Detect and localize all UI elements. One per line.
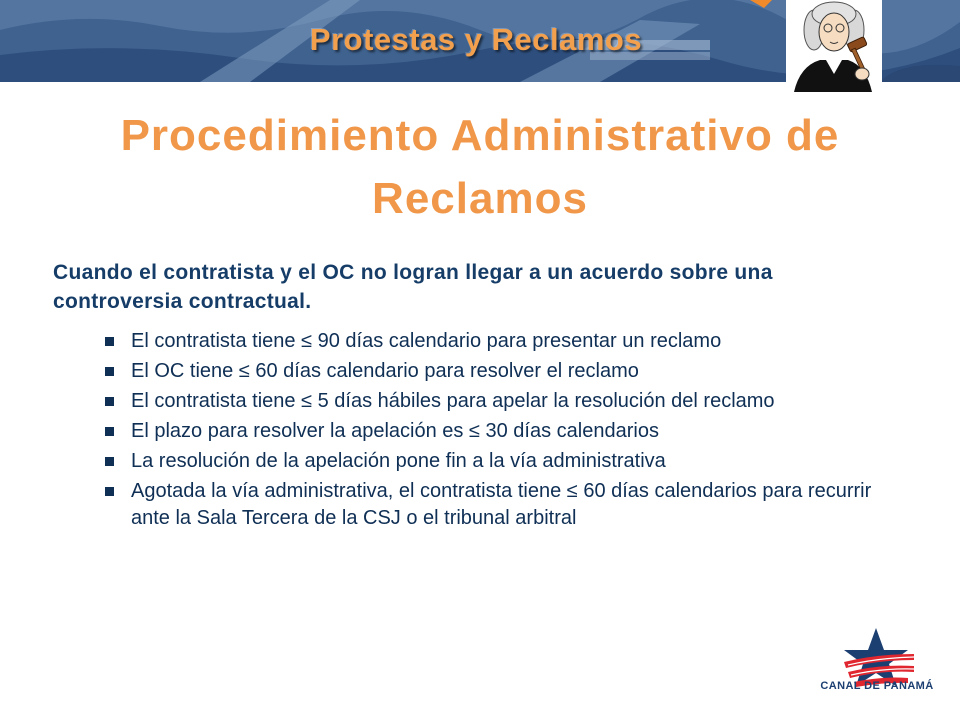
- square-bullet-icon: [105, 367, 114, 376]
- square-bullet-icon: [105, 427, 114, 436]
- bullet-text: El contratista tiene ≤ 90 días calendario para presentar un reclamo: [131, 330, 722, 352]
- bullet-text: El contratista tiene ≤ 5 días hábiles para apelar la resolución del reclamo: [131, 390, 775, 412]
- bullet-item: [100, 388, 900, 415]
- slide-title: Procedimiento Administrativo de Reclamos: [120, 111, 840, 223]
- bullet-item: [100, 418, 900, 445]
- bullet-item: [100, 358, 900, 385]
- banner-title-text: Protestas y Reclamos: [309, 22, 643, 57]
- bullet-text: El plazo para resolver la apelación es ≤ 30 días calendarios: [131, 420, 659, 442]
- bullet-item: [100, 478, 900, 532]
- square-bullet-icon: [105, 457, 114, 466]
- logo-text: CANAL DE PANAMÁ: [820, 680, 934, 692]
- square-bullet-icon: [105, 397, 114, 406]
- square-bullet-icon: [105, 487, 114, 496]
- intro-paragraph: Cuando el contratista y el OC no logran llegar a un acuerdo sobre una controversia contractual.: [53, 261, 773, 313]
- bullet-item: [100, 328, 900, 355]
- orange-corner-mark: [750, 0, 772, 8]
- canal-de-panama-star-logo: [818, 624, 936, 708]
- judge-with-gavel-illustration: [786, 0, 882, 96]
- bullet-text: La resolución de la apelación pone fin a la vía administrativa: [131, 450, 666, 472]
- bullet-list: [100, 328, 900, 535]
- square-bullet-icon: [105, 337, 114, 346]
- bullet-text: Agotada la vía administrativa, el contratista tiene ≤ 60 días calendarios para recurrir ante la Sala Tercera de la CSJ o el tribunal arbitral: [131, 480, 872, 529]
- bullet-text: El OC tiene ≤ 60 días calendario para resolver el reclamo: [131, 360, 639, 382]
- bullet-item: [100, 448, 900, 475]
